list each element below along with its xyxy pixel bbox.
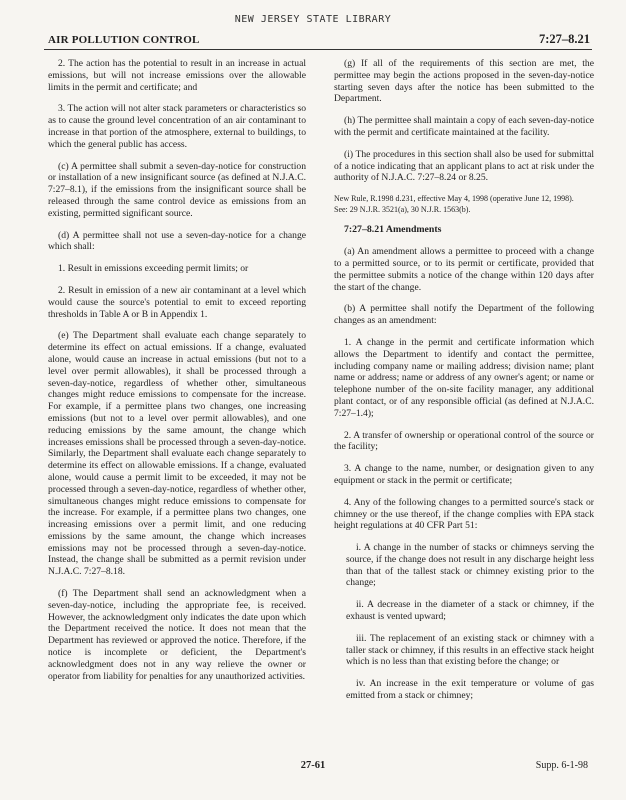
history-note: New Rule, R.1998 d.231, effective May 4, 1998 (operative June 12, 1998). [334,194,574,204]
left-column [48,58,306,692]
paragraph: (e) The Department shall evaluate each change separately to determine its effect on actual emissions. If a change, evaluated alone, would cause an increase in actual emissions (but not to a level over permit allowables), it shall be processed through a seven-day-notice, regardless of whether other, simultaneous changes might reduce emissions to compensate for the increase. For example, if a permittee plans two changes, one increasing emissions (but not to a level over permit allowables), and one reducing emissions by the same amount, the change which increases emissions shall be processed through a seven-day-notice. Similarly, the Department shall evaluate each change separately to determine its effect on allowable emissions. If a change, evaluated alone, would cause a permit limit to be exceeded, it may not be processed through a seven-day-notice, regardless of whether other, simultaneous changes might reduce emissions to compensate for the increase. For example, if a permittee plans two changes, one increasing emissions over a permit limit, and one reducing emissions by the same amount, the change which increases emissions may not be processed through a seven-day-notice. Instead, the change shall be submitted as a permit revision under N.J.A.C. 7:27–8.18. [48,330,306,578]
paragraph: (a) An amendment allows a permittee to proceed with a change to a permitted source, or to its permit or certificate, provided that the permittee submits a notice of the change within 120 days after the start of the change. [334,246,594,293]
paragraph: (g) If all of the requirements of this section are met, the permittee may begin the actions proposed in the seven-day-notice starting seven days after the notice has been submitted to the Department. [334,58,594,105]
paragraph: (d) A permittee shall not use a seven-day-notice for a change which shall: [48,229,306,253]
paragraph: 2. A transfer of ownership or operational control of the source or the facility; [334,429,594,453]
paragraph: 1. Result in emissions exceeding permit limits; or [58,263,249,275]
paragraph: 3. The action will not alter stack parameters or characteristics so as to cause the ground level concentration of an air contaminant to increase in that portion of the atmosphere, external to buildings, to which the general public has access. [48,103,306,150]
supplement-date: Supp. 6-1-98 [535,760,588,771]
library-stamp: NEW JERSEY STATE LIBRARY [234,14,392,25]
running-header-section: 7:27–8.21 [538,32,590,46]
sub-item: i. A change in the number of stacks or chimneys serving the source, if the change does not result in any discharge height less than that of the tallest stack or chimney existing prior to the change; [346,542,594,589]
paragraph: (b) A permittee shall notify the Department of the following changes as an amendment: [334,303,594,327]
section-heading: 7:27–8.21 Amendments [344,224,442,236]
paragraph: 4. Any of the following changes to a permitted source's stack or chimney or the use thereof, if the change complies with EPA stack height regulations at 40 CFR Part 51: [334,496,594,532]
paragraph: 2. The action has the potential to result in an increase in actual emissions, but will not increase emissions over the allowable limits in the permit and certificate; and [48,58,306,93]
paragraph: 3. A change to the name, number, or designation given to any equipment or stack in the permit or certificate; [334,463,594,486]
right-column [334,58,594,712]
page-number: 27-61 [300,760,326,771]
running-header-title: AIR POLLUTION CONTROL [48,34,200,46]
paragraph: (f) The Department shall send an acknowledgment when a seven-day-notice, including the appropriate fee, is received. However, the acknowledgment only indicates the date upon which the Department received the notice. It does not mean that the Department has reviewed or approved the notice. Therefore, if the notice is incomplete or deficient, the Department's acknowledgment does not in any way relieve the owner or operator from liability for penalties for any unauthorized activities. [48,588,306,682]
paragraph: 1. A change in the permit and certificate information which allows the Department to identify and contact the permittee, including company name or mailing address; division name; plant name or address; name or address of any owner's agent; or name or telephone number of the on-site facility manager, any additional plant contact, or of any responsible official (as defined at N.J.A.C. 7:27–1.4); [334,336,594,419]
sub-item: ii. A decrease in the diameter of a stack or chimney, if the exhaust is vented upward; [346,599,594,623]
paragraph: (c) A permittee shall submit a seven-day-notice for construction or installation of a new insignificant source (as defined at N.J.A.C. 7:27–8.1), if the emissions from the insignificant source shall be released through the same control device as emissions from an existing, permitted significant source. [48,160,306,219]
history-note: See: 29 N.J.R. 3521(a), 30 N.J.R. 1563(b). [334,204,471,214]
paragraph: (i) The procedures in this section shall also be used for submittal of a notice indicating that an applicant plans to act at risk under the authority of N.J.A.C. 7:27–8.24 or 8.25. [334,148,594,184]
sub-item: iii. The replacement of an existing stack or chimney with a taller stack or chimney, if this results in an effective stack height which is no less than that existing before the change; or [346,632,594,668]
paragraph: (h) The permittee shall maintain a copy of each seven-day-notice with the permit and certificate maintained at the facility. [334,115,594,138]
sub-item: iv. An increase in the exit temperature or volume of gas emitted from a stack or chimney; [346,678,594,702]
paragraph: 2. Result in emission of a new air contaminant at a level which would cause the source's potential to emit to exceed reporting thresholds in Table A or B in Appendix 1. [48,284,306,320]
header-rule [44,49,592,50]
